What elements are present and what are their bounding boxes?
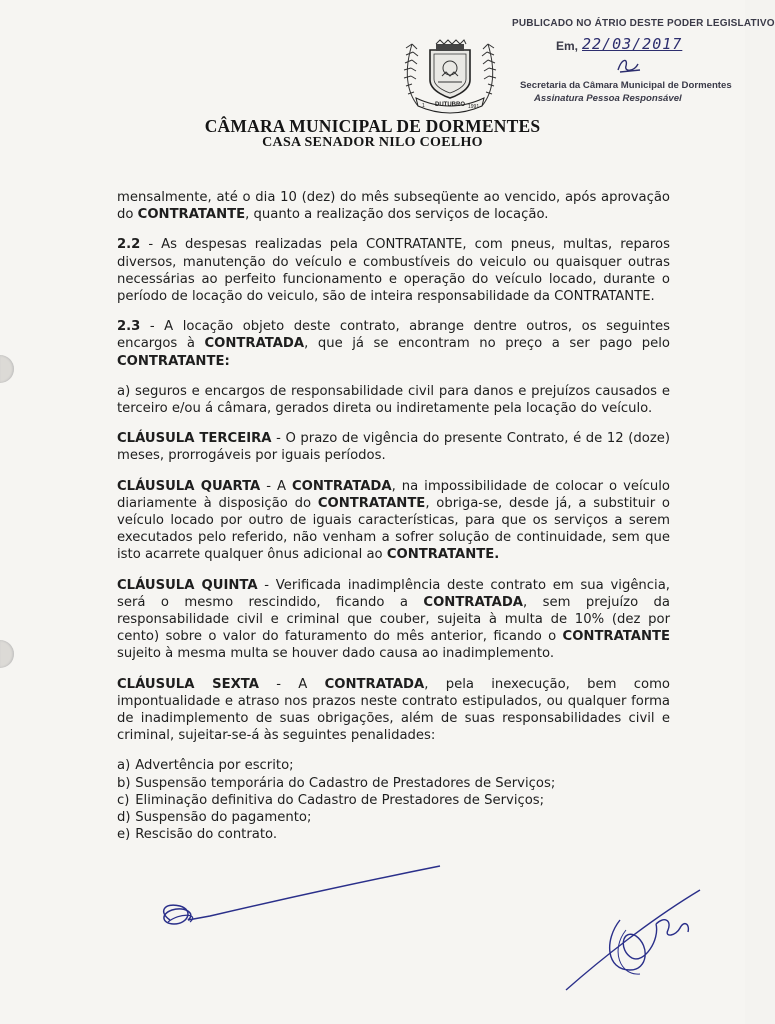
municipal-crest-icon [398, 36, 502, 112]
stamp-em-label: Em, [556, 39, 579, 53]
bold-text: 2.2 [117, 237, 141, 253]
penalty-marker: b) [117, 775, 131, 791]
text-span: , pela inexecução, bem como impontualidade e atraso nos prazos neste contrato estipulados, ou qualquer forma de inadimplemento de suas obrigações, além de suas responsabilidades civil e criminal, sujeitar-se-á às seguintes penalidades: [117, 676, 670, 744]
text-span: - As despesas realizadas pela CONTRATANTE, com pneus, multas, reparos diversos, manutenção do veículo e combustíveis do veiculo ou quaisquer outras necessárias ao perfeito funcionamento e operação do veículo locado, durante o período de locação do veiculo, são de inteira responsabilidade da CONTRATANTE. [117, 237, 670, 305]
signature-right [560, 880, 710, 1000]
bold-text: CLÁUSULA TERCEIRA [117, 431, 272, 447]
contract-body [117, 189, 670, 844]
bold-text: CONTRATANTE [137, 207, 246, 223]
penalty-item [117, 826, 670, 843]
punch-hole [0, 640, 14, 668]
stamp-secretaria: Secretaria da Câmara Municipal de Dormentes [520, 80, 732, 91]
penalty-marker: e) [117, 827, 131, 843]
penalty-marker: a) [117, 758, 131, 774]
text-span: a) seguros e encargos de responsabilidade civil para danos e prejuízos causados e terceiro e/ou á câmara, gerados direta ou indiretamente pela locação do veículo. [117, 383, 670, 417]
text-span: , que já se encontram no preço a ser pago pelo [304, 336, 670, 352]
text-span: - O prazo de vigência do presente Contrato, é de 12 (doze) meses, prorrogáveis por iguais períodos. [117, 431, 670, 464]
penalty-text: Rescisão do contrato. [131, 827, 278, 843]
text-span: , na impossibilidade de colocar o veículo diariamente à disposição do [117, 478, 670, 511]
paragraph-container [117, 189, 670, 744]
penalties-list [117, 757, 670, 843]
punch-hole [0, 355, 14, 383]
text-span: - Verificada inadimplência deste contrato em sua vigência, será o mesmo rescindido, ficando a [117, 577, 670, 610]
stamp-signature-label: Assinatura Pessoa Responsável [534, 93, 682, 104]
text-span: - A [258, 676, 325, 692]
text-span: , obriga-se, desde já, a substituir o veículo locado por outro de iguais características, para que os serviços a serem executados pelo referido, não venham a sofrer solução de continuidade, sem que isto acarrete qualquer ônus adicional ao [117, 495, 671, 563]
text-span: - A locação objeto deste contrato, abrange dentre outros, os seguintes encargos à [117, 319, 670, 352]
bold-text: CONTRATADA [291, 478, 392, 494]
bold-text: CONTRATANTE [562, 629, 670, 645]
bold-text: CONTRATADA [204, 336, 305, 352]
contract-paragraph [117, 577, 670, 663]
penalty-text: Suspensão do pagamento; [131, 810, 312, 826]
stamp-date-row [512, 37, 734, 57]
penalty-marker: c) [117, 792, 130, 808]
penalty-item [117, 775, 670, 792]
contract-paragraph [117, 478, 670, 564]
bold-text: 2.3 [117, 319, 141, 335]
contract-paragraph [117, 383, 670, 417]
contract-paragraph [117, 430, 670, 464]
crest-year-left: 1 [422, 103, 425, 109]
contract-paragraph [117, 189, 670, 223]
page-title: CÂMARA MUNICIPAL DE DORMENTES [204, 116, 541, 136]
text-span: , quanto a realização dos serviços de locação. [245, 207, 549, 223]
penalty-item [117, 792, 670, 809]
stamp-initials-icon [614, 56, 644, 76]
contract-paragraph [117, 676, 670, 745]
penalty-text: Eliminação definitiva do Cadastro de Prestadores de Serviços; [131, 792, 545, 808]
penalty-text: Advertência por escrito; [131, 758, 294, 774]
penalty-item [117, 757, 670, 774]
penalty-text: Suspensão temporária do Cadastro de Prestadores de Serviços; [131, 775, 556, 791]
page-subtitle: CASA SENADOR NILO COELHO [262, 135, 483, 150]
bold-text: CONTRATANTE: [117, 353, 230, 369]
signature-left [150, 862, 450, 942]
text-span: - A [260, 478, 292, 494]
bold-text: CONTRATADA [423, 594, 523, 610]
bold-text: CLÁUSULA QUARTA [117, 478, 261, 494]
stamp-heading: PUBLICADO NO ÁTRIO DESTE PODER LEGISLATIVO [512, 18, 775, 29]
bold-text: CONTRATANTE. [386, 547, 500, 563]
crest-year-right: 1991 [468, 104, 480, 110]
penalty-marker: d) [117, 810, 131, 826]
publication-stamp [512, 18, 775, 104]
text-span: , sem prejuízo da responsabilidade civil e criminal que couber, sujeita à multa de 10% (dez por cento) sobre o valor do faturamento do mês anterior, ficando o [117, 594, 671, 645]
stamp-date: 22/03/2017 [582, 35, 683, 53]
bold-text: CONTRATADA [324, 676, 425, 692]
text-span: sujeito à mesma multa se houver dado causa ao inadimplemento. [117, 646, 555, 662]
penalty-item [117, 809, 670, 826]
bold-text: CLÁUSULA SEXTA [117, 676, 259, 692]
bold-text: CLÁUSULA QUINTA [117, 577, 258, 593]
text-span: mensalmente, até o dia 10 (dez) do mês subseqüente ao vencido, após aprovação do [117, 190, 670, 223]
bold-text: CONTRATANTE [317, 495, 426, 511]
crest-ribbon-text: DUTUBRO [435, 102, 465, 108]
contract-paragraph [117, 236, 670, 305]
contract-paragraph [117, 318, 670, 370]
